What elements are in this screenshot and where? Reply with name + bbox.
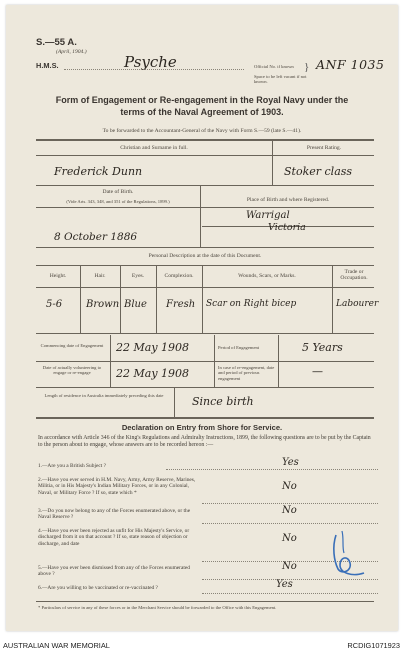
blue-pencil-mark — [322, 527, 374, 583]
rule — [36, 361, 374, 362]
answer-line — [202, 503, 378, 504]
archive-name: AUSTRALIAN WAR MEMORIAL — [3, 641, 110, 650]
name-value: Frederick Dunn — [54, 165, 143, 178]
rule — [36, 185, 374, 186]
form-code: S.—55 A. — [36, 37, 77, 48]
residence-value: Since birth — [192, 395, 254, 408]
rating-label: Present Rating. — [306, 145, 342, 151]
period-label: Period of Engagement — [218, 345, 260, 350]
description-heading: Personal Description at the date of this Document. — [148, 253, 262, 259]
value-hair: Brown — [86, 299, 120, 310]
rule — [36, 333, 374, 334]
hms-label: H.M.S. — [36, 61, 59, 70]
question-5: 5.—Have you ever been dismissed from any of the Forces enumerated above ? — [38, 565, 190, 578]
value-complexion: Fresh — [166, 299, 196, 310]
form-date: (April, 1904.) — [56, 49, 87, 55]
question-1: 1.—Are you a British Subject ? — [38, 463, 106, 469]
official-no-handwritten: ANF 1035 — [316, 57, 385, 72]
pob-value-1: Warrigal — [246, 210, 290, 221]
question-4: 4.—Have you ever been rejected as unfit for His Majesty's Service, or discharged from it on that account ? If so, state reason of objection or discharge, and date — [38, 528, 190, 547]
answer-line — [202, 593, 378, 594]
archive-footer — [0, 634, 404, 654]
rule — [36, 387, 374, 388]
title-line-1: Form of Engagement or Re-engagement in the Royal Navy under the — [55, 95, 349, 105]
document-page — [6, 5, 398, 631]
archive-id: RCDIG1071923 — [347, 641, 400, 650]
divider — [200, 185, 201, 247]
dob-label: Date of Birth. — [102, 189, 134, 195]
dob-value: 8 October 1886 — [54, 231, 138, 243]
rule — [36, 287, 374, 288]
value-height: 5-6 — [46, 299, 63, 310]
declaration-heading: Declaration on Entry from Shore for Service. — [121, 423, 283, 432]
forward-note: To be forwarded to the Accountant-General of the Navy with Form S.—59 (late S.—41). — [102, 128, 302, 134]
header-height: Height. — [49, 273, 67, 279]
answer-5: No — [282, 561, 297, 572]
space-note: Space to be left vacant if not known. — [254, 74, 307, 85]
pob-value-2: Victoria — [268, 222, 306, 233]
brace: } — [304, 61, 310, 73]
rule — [36, 265, 374, 266]
divider — [332, 265, 333, 333]
header-trade: Trade or Occupation. — [340, 269, 368, 282]
question-2: 2.—Have you ever served in H.M. Navy, Army, Army Reserve, Marines, Militia, or in His Majesty's Indian Military Forces, or in any Colonial, Naval, or Military Force ? If so, state which * — [38, 477, 196, 496]
divider — [174, 387, 175, 417]
commencing-label: Commencing date of Engagement — [40, 343, 104, 348]
answer-line — [202, 523, 378, 524]
actual-label: Date of actually volunteering to engage or re-engage — [42, 365, 102, 376]
residence-label: Length of residence in Australia immediately preceding this date — [44, 393, 164, 398]
header-complexion: Complexion. — [164, 273, 194, 279]
answer-4: No — [282, 533, 297, 544]
header-hair: Hair. — [94, 273, 106, 279]
rule — [36, 139, 374, 141]
rule — [36, 247, 374, 248]
footnote: * Particulars of service in any of these forces or in the Merchant Service should be forwarded to the Office with this Engagement. — [38, 605, 277, 610]
reengage-label: In case of re-engagement, date and period of previous engagement — [218, 365, 275, 381]
rule — [36, 207, 374, 208]
value-marks: Scar on Right bicep — [206, 299, 297, 309]
ship-name-line — [64, 69, 244, 70]
rule — [36, 601, 374, 602]
value-trade: Labourer — [336, 299, 379, 309]
dob-note: (Vide Arts. 343, 348, and 351 of the Regulations, 1899.) — [66, 199, 170, 204]
value-eyes: Blue — [124, 299, 147, 310]
rule — [36, 155, 374, 156]
rating-value: Stoker class — [284, 165, 353, 178]
declaration-intro: In accordance with Article 346 of the King's Regulations and Admiralty Instructions, 1899, the following questions are to be put by the Captain to the person about to engage, whose answers are to be recorded hereon :— — [38, 435, 371, 448]
divider — [272, 139, 273, 185]
name-label: Christian and Surname in full. — [120, 145, 188, 151]
answer-2: No — [282, 481, 297, 492]
commencing-value: 22 May 1908 — [116, 341, 190, 354]
header-marks: Wounds, Scars, or Marks. — [238, 273, 296, 279]
question-6: 6.—Are you willing to be vaccinated or re-vaccinated ? — [38, 585, 158, 591]
ship-name: Psyche — [124, 53, 177, 71]
pob-label: Place of Birth and where Registered. — [246, 197, 330, 203]
rule — [36, 417, 374, 419]
answer-line — [166, 469, 378, 470]
header-eyes: Eyes. — [131, 273, 145, 279]
period-value: 5 Years — [302, 341, 343, 354]
official-no-label: Official No. if known — [254, 64, 294, 69]
actual-value: 22 May 1908 — [116, 367, 190, 380]
reengage-value: — — [312, 365, 323, 378]
answer-1: Yes — [282, 457, 299, 468]
question-3: 3.—Do you now belong to any of the Forces enumerated above, or the Naval Reserve ? — [38, 508, 191, 521]
title-line-2: terms of the Naval Agreement of 1903. — [120, 107, 284, 117]
answer-6: Yes — [276, 579, 293, 590]
answer-3: No — [282, 505, 297, 516]
